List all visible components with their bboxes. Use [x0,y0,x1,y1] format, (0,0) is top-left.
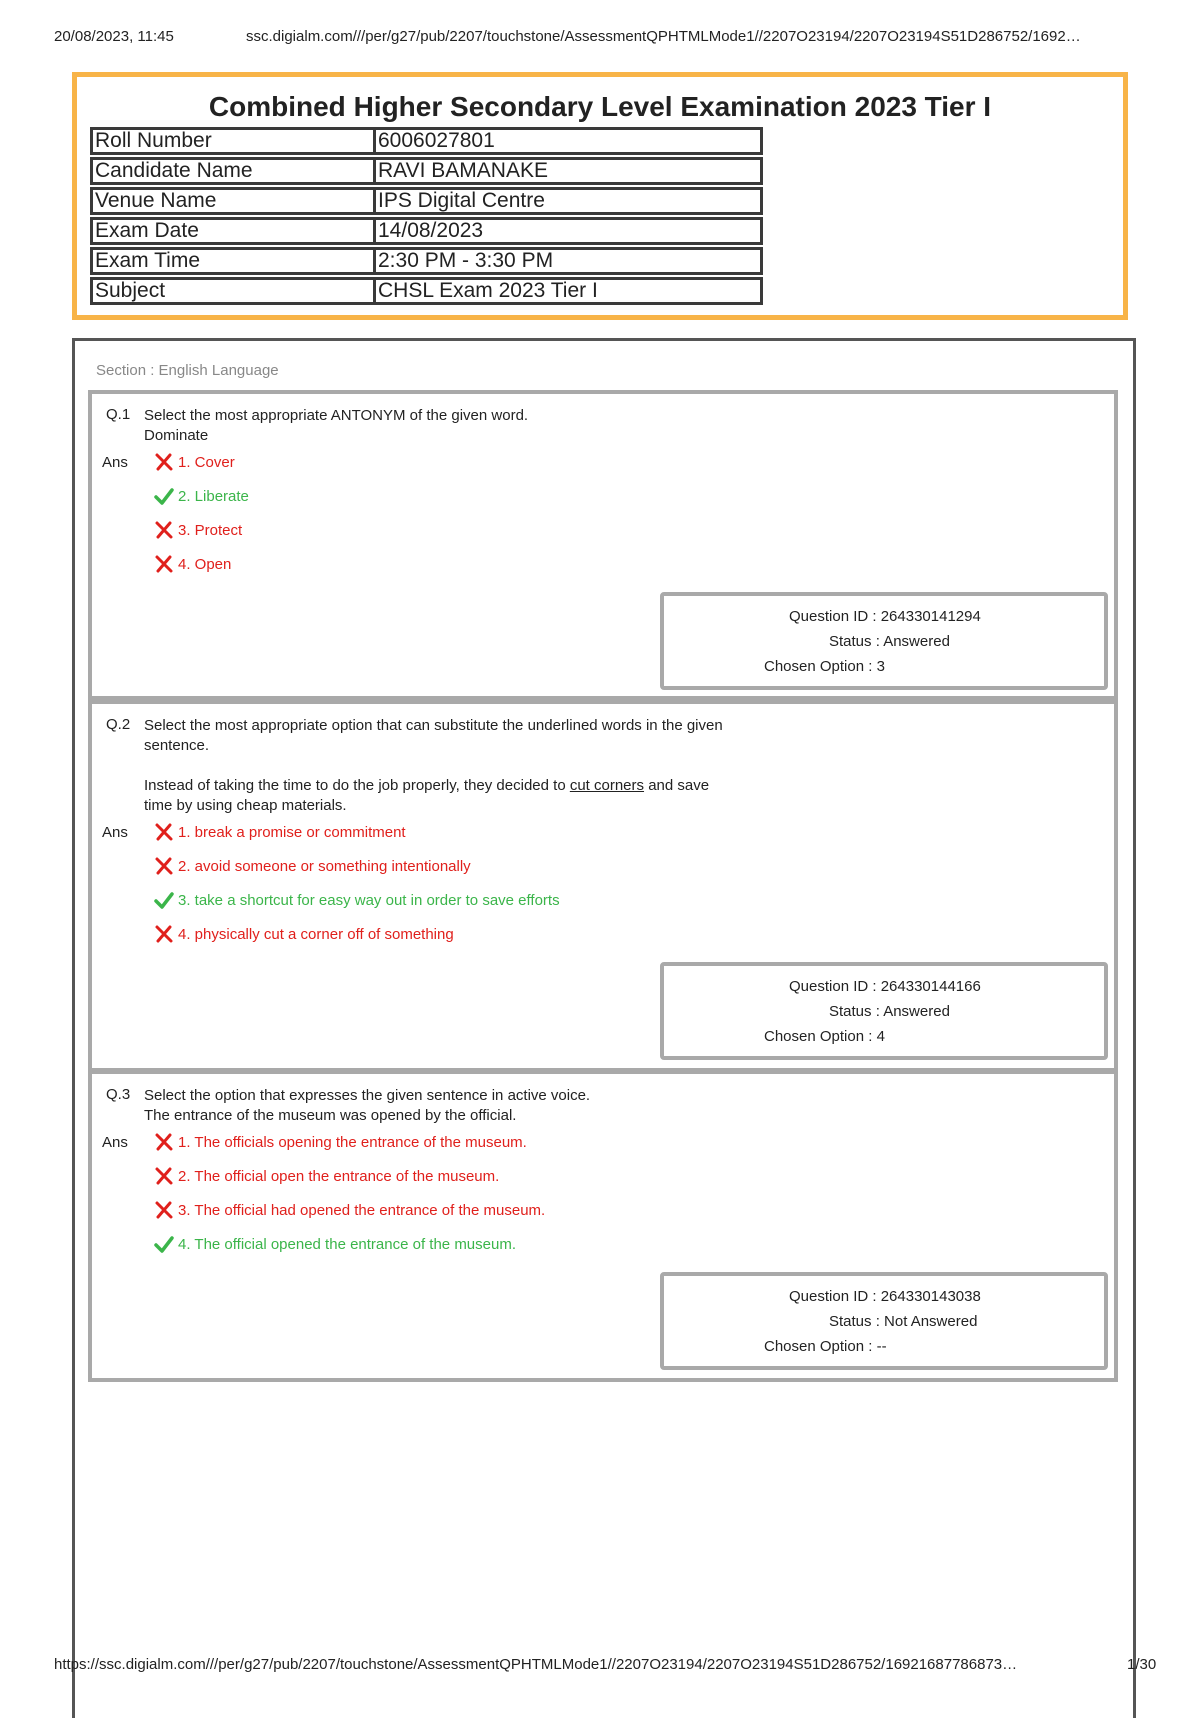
option-item [154,1234,516,1254]
meta-label: Chosen Option : [764,658,873,675]
meta-label: Chosen Option : [764,1028,873,1045]
question-number: Q.1 [106,406,131,423]
question-number: Q.3 [106,1086,131,1103]
option-label: 2. The official open the entrance of the museum. [178,1167,500,1185]
question-line: Select the option that expresses the given sentence in active voice. [144,1087,591,1104]
option-label: 4. physically cut a corner off of something [178,925,454,943]
status-value: Answered [883,1003,950,1020]
detail-value: CHSL Exam 2023 Tier I [376,277,763,305]
detail-value: 6006027801 [376,127,763,155]
question-card [88,1070,1118,1382]
meta-label: Status : [829,633,880,650]
option-item [154,452,235,472]
check-icon [154,486,174,506]
details-row [90,247,763,275]
meta-label: Status : [829,1313,880,1330]
option-item [154,822,406,842]
question-id-row [789,1288,981,1305]
option-label: 2. Liberate [178,487,249,505]
cross-icon [154,1200,174,1220]
sentence-part: Instead of taking the time to do the job properly, they decided to [144,777,570,794]
status-row [829,1003,950,1020]
question-id: 264330144166 [880,978,981,995]
detail-value: RAVI BAMANAKE [376,157,763,185]
question-meta-box [660,1272,1108,1370]
question-text [144,716,824,816]
detail-label: Subject [90,277,376,305]
check-icon [154,1234,174,1254]
option-label: 4. The official opened the entrance of the museum. [178,1235,516,1253]
candidate-info-box [72,72,1128,320]
question-line: Select the most appropriate ANTONYM of the given word. [144,407,529,424]
meta-label: Question ID : [789,1288,877,1305]
check-icon [154,890,174,910]
candidate-details-table [90,125,763,307]
question-card [88,390,1118,700]
answer-label: Ans [102,824,128,841]
meta-label: Status : [829,1003,880,1020]
option-label: 1. The officials opening the entrance of the museum. [178,1133,527,1151]
option-label: 3. The official had opened the entrance of the museum. [178,1201,546,1219]
detail-label: Roll Number [90,127,376,155]
chosen-option: -- [876,1338,887,1355]
section-label: Section : English Language [96,362,279,379]
answer-label: Ans [102,1134,128,1151]
detail-label: Exam Time [90,247,376,275]
sentence-part: and save [644,777,710,794]
question-line: The entrance of the museum was opened by the official. [144,1107,517,1124]
cross-icon [154,856,174,876]
option-item [154,520,242,540]
detail-value: 14/08/2023 [376,217,763,245]
print-footer-url: https://ssc.digialm.com///per/g27/pub/2207/touchstone/AssessmentQPHTMLMode1//2207O23194/2207O23194S51D286752/16921687786873… [54,1656,1018,1673]
question-line: Dominate [144,427,209,444]
option-item [154,1200,545,1220]
option-label: 3. take a shortcut for easy way out in order to save efforts [178,891,560,909]
question-meta-box [660,592,1108,690]
chosen-option-row [764,658,885,675]
cross-icon [154,924,174,944]
option-item [154,856,471,876]
detail-label: Venue Name [90,187,376,215]
option-label: 1. break a promise or commitment [178,823,406,841]
question-id-row [789,978,981,995]
question-meta-box [660,962,1108,1060]
option-label: 1. Cover [178,453,235,471]
question-text [144,406,824,446]
print-url: ssc.digialm.com///per/g27/pub/2207/touchstone/AssessmentQPHTMLMode1//2207O23194/2207O23194S51D286752/1692… [246,28,1081,45]
meta-label: Question ID : [789,608,877,625]
question-id-row [789,608,981,625]
page-number: 1/30 [1127,1656,1157,1673]
cross-icon [154,554,174,574]
chosen-option-row [764,1338,887,1355]
question-id: 264330143038 [880,1288,981,1305]
cross-icon [154,1132,174,1152]
question-number: Q.2 [106,716,131,733]
question-card [88,700,1118,1072]
detail-value: IPS Digital Centre [376,187,763,215]
option-item [154,1166,499,1186]
question-id: 264330141294 [880,608,981,625]
details-row [90,127,763,155]
print-timestamp: 20/08/2023, 11:45 [54,28,174,45]
status-value: Not Answered [884,1313,978,1330]
option-label: 2. avoid someone or something intentionally [178,857,471,875]
option-item [154,890,560,910]
status-row [829,633,950,650]
details-row [90,157,763,185]
question-line: Select the most appropriate option that can substitute the underlined words in the given [144,717,723,734]
question-sentence [144,776,824,796]
details-row [90,277,763,305]
option-label: 3. Protect [178,521,243,539]
option-label: 4. Open [178,555,232,573]
detail-label: Exam Date [90,217,376,245]
chosen-option-row [764,1028,885,1045]
meta-label: Chosen Option : [764,1338,873,1355]
details-row [90,187,763,215]
status-value: Answered [883,633,950,650]
exam-title: Combined Higher Secondary Level Examination 2023 Tier I [208,91,992,122]
cross-icon [154,452,174,472]
option-item [154,1132,527,1152]
question-text [144,1086,824,1126]
question-line: sentence. [144,737,210,754]
status-row [829,1313,977,1330]
meta-label: Question ID : [789,978,877,995]
chosen-option: 4 [876,1028,885,1045]
chosen-option: 3 [876,658,885,675]
cross-icon [154,520,174,540]
cross-icon [154,1166,174,1186]
question-line: time by using cheap materials. [144,797,347,814]
option-item [154,924,454,944]
underlined-phrase: cut corners [569,777,645,794]
details-row [90,217,763,245]
option-item [154,554,231,574]
detail-label: Candidate Name [90,157,376,185]
cross-icon [154,822,174,842]
detail-value: 2:30 PM - 3:30 PM [376,247,763,275]
option-item [154,486,249,506]
answer-label: Ans [102,454,128,471]
